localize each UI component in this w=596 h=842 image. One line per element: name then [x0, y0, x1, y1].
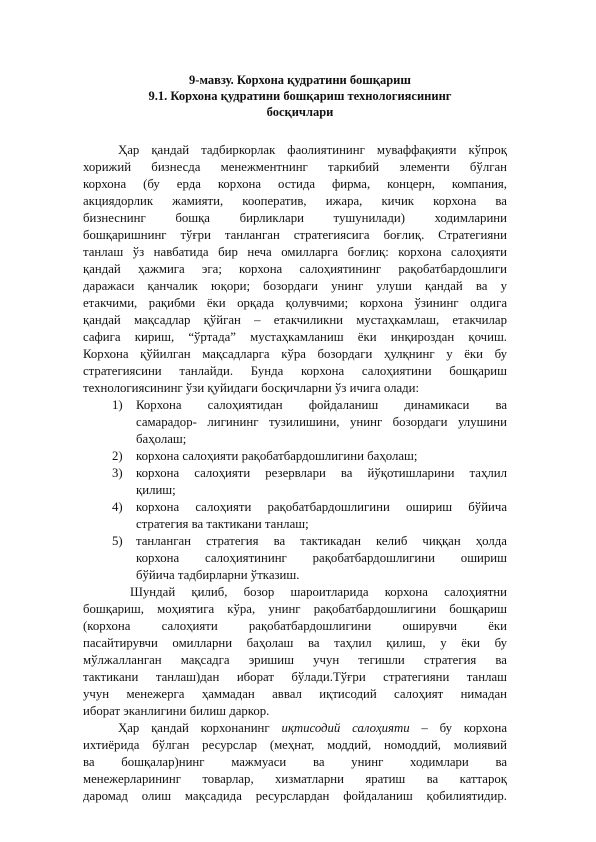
- list-item-line: баҳолаш;: [136, 432, 187, 446]
- paragraph-line: қандай ҳажмига эга; корхона салоҳиятининг рақобатбардошлиги: [83, 262, 507, 276]
- paragraph-text: – бу корхона: [409, 721, 508, 735]
- list-item-line: корхона салоҳияти рақобатбардошлигини баҳолаш;: [136, 449, 418, 463]
- emphasized-term: иқтисодий салоҳияти: [281, 721, 410, 735]
- paragraph-text: Ҳар қандай корхонанинг: [118, 721, 282, 735]
- paragraph-line: ва бошқалар)нинг мажмуаси ва унинг ходимлари ва: [83, 755, 507, 769]
- paragraph-line: технологиясининг ўзи қуйидаги босқичларни ўз ичига олади:: [83, 381, 420, 395]
- list-number: 5): [112, 534, 123, 548]
- section-title-continued: босқичлари: [266, 105, 334, 119]
- section-title: 9.1. Корхона қудратини бошқариш технологиясининг: [148, 89, 452, 103]
- chapter-title: 9-мавзу. Корхона қудратини бошқариш: [189, 73, 411, 87]
- list-item-line: стратегия ва тактикани танлаш;: [136, 517, 309, 531]
- paragraph-line: етакчими, рақибми ёки орқада қолувчими; корхона ўзининг олдига: [83, 296, 507, 310]
- paragraph-line: сафига кириш, “ўртада” мустаҳкамланиш ёки инқироздан қочиш.: [83, 330, 507, 344]
- list-item-line: корхона салоҳиятининг рақобатбардошлигини ошириш: [136, 551, 507, 565]
- list-item-line: корхона салоҳияти резервлари ва йўқотишларини таҳлил: [136, 466, 507, 480]
- paragraph-line: хорижий бизнесда менежментнинг таркибий элементи бўлган: [83, 160, 507, 174]
- paragraph-line: даромад олиш мақсадида ресурслардан фойдаланиш қобилиятидир.: [83, 789, 507, 803]
- paragraph-line: қандай мақсадлар қўйган – етакчиликни мустаҳкамлаш, етакчилар: [83, 313, 507, 327]
- list-item-line: корхона салоҳияти рақобатбардошлигини ошириш бўйича: [136, 500, 507, 514]
- paragraph-line: мўлжалланган мақсадга эришиш учун тегишли стратегия ва: [83, 653, 507, 667]
- paragraph-line: [118, 720, 507, 737]
- paragraph-line: иборат эканлигини билиш даркор.: [83, 704, 270, 718]
- paragraph-line: пасайтирувчи омилларни баҳолаш ва таҳлил қилиш, у ёки бу: [83, 636, 507, 650]
- paragraph-line: ихтиёрида бўлган ресурслар (меҳнат, моддий, номоддий, молиявий: [83, 738, 507, 752]
- paragraph-line: стратегиясини танлайди. Бунда корхона салоҳиятини бошқариш: [83, 364, 507, 378]
- list-item-line: Корхона салоҳиятидан фойдаланиш динамикаси ва: [136, 398, 507, 412]
- list-number: 3): [112, 466, 123, 480]
- paragraph-line: акциядорлик жамияти, кооператив, ижара, кичик корхона ва: [83, 194, 507, 208]
- paragraph-line: Корхона қўйилган мақсадларга кўра бозордаги ҳулқнинг у ёки бу: [83, 347, 507, 361]
- list-item-line: танланган стратегия ва тактикадан келиб чиққан ҳолда: [136, 534, 507, 548]
- paragraph-line: бошқаришнинг тўғри танланган стратегиясига боғлиқ. Стратегияни: [83, 228, 507, 242]
- paragraph-line: танлаш ўз навбатида бир неча омилларга боғлиқ: корхона салоҳияти: [83, 245, 507, 259]
- paragraph-line: даражаси қанчалик юқори; бозордаги унинг улуши қандай ва у: [83, 279, 507, 293]
- paragraph-line: бошқариш, моҳиятига кўра, унинг рақобатбардошлигини бошқариш: [83, 602, 507, 616]
- paragraph-line: тактикани танлаш)дан иборат бўлади.Тўғри стратегияни танлаш: [83, 670, 507, 684]
- list-number: 4): [112, 500, 123, 514]
- paragraph-line: (корхона салоҳияти рақобатбардошлигини оширувчи ёки: [83, 619, 507, 633]
- paragraph-line: бизнеснинг бошқа бирликлари тушунилади) ходимларини: [83, 211, 507, 225]
- list-number: 1): [112, 398, 123, 412]
- list-item-line: бўйича тадбирларни ўтказиш.: [136, 568, 300, 582]
- paragraph-line: Шундай қилиб, бозор шароитларида корхона салоҳиятни: [130, 585, 507, 599]
- list-item-line: самарадор- лигининг тузилишини, унинг бозордаги улушини: [136, 415, 507, 429]
- paragraph-line: менежерларининг товарлар, хизматларни яратиш ва каттароқ: [83, 772, 507, 786]
- paragraph-line: Ҳар қандай тадбиркорлак фаолиятининг муваффақияти кўпроқ: [118, 143, 507, 157]
- list-number: 2): [112, 449, 123, 463]
- paragraph-line: учун менежерга ҳаммадан аввал иқтисодий салоҳият нимадан: [83, 687, 507, 701]
- paragraph-line: корхона (бу ерда корхона остида фирма, концерн, компания,: [83, 177, 507, 191]
- list-item-line: қилиш;: [136, 483, 176, 497]
